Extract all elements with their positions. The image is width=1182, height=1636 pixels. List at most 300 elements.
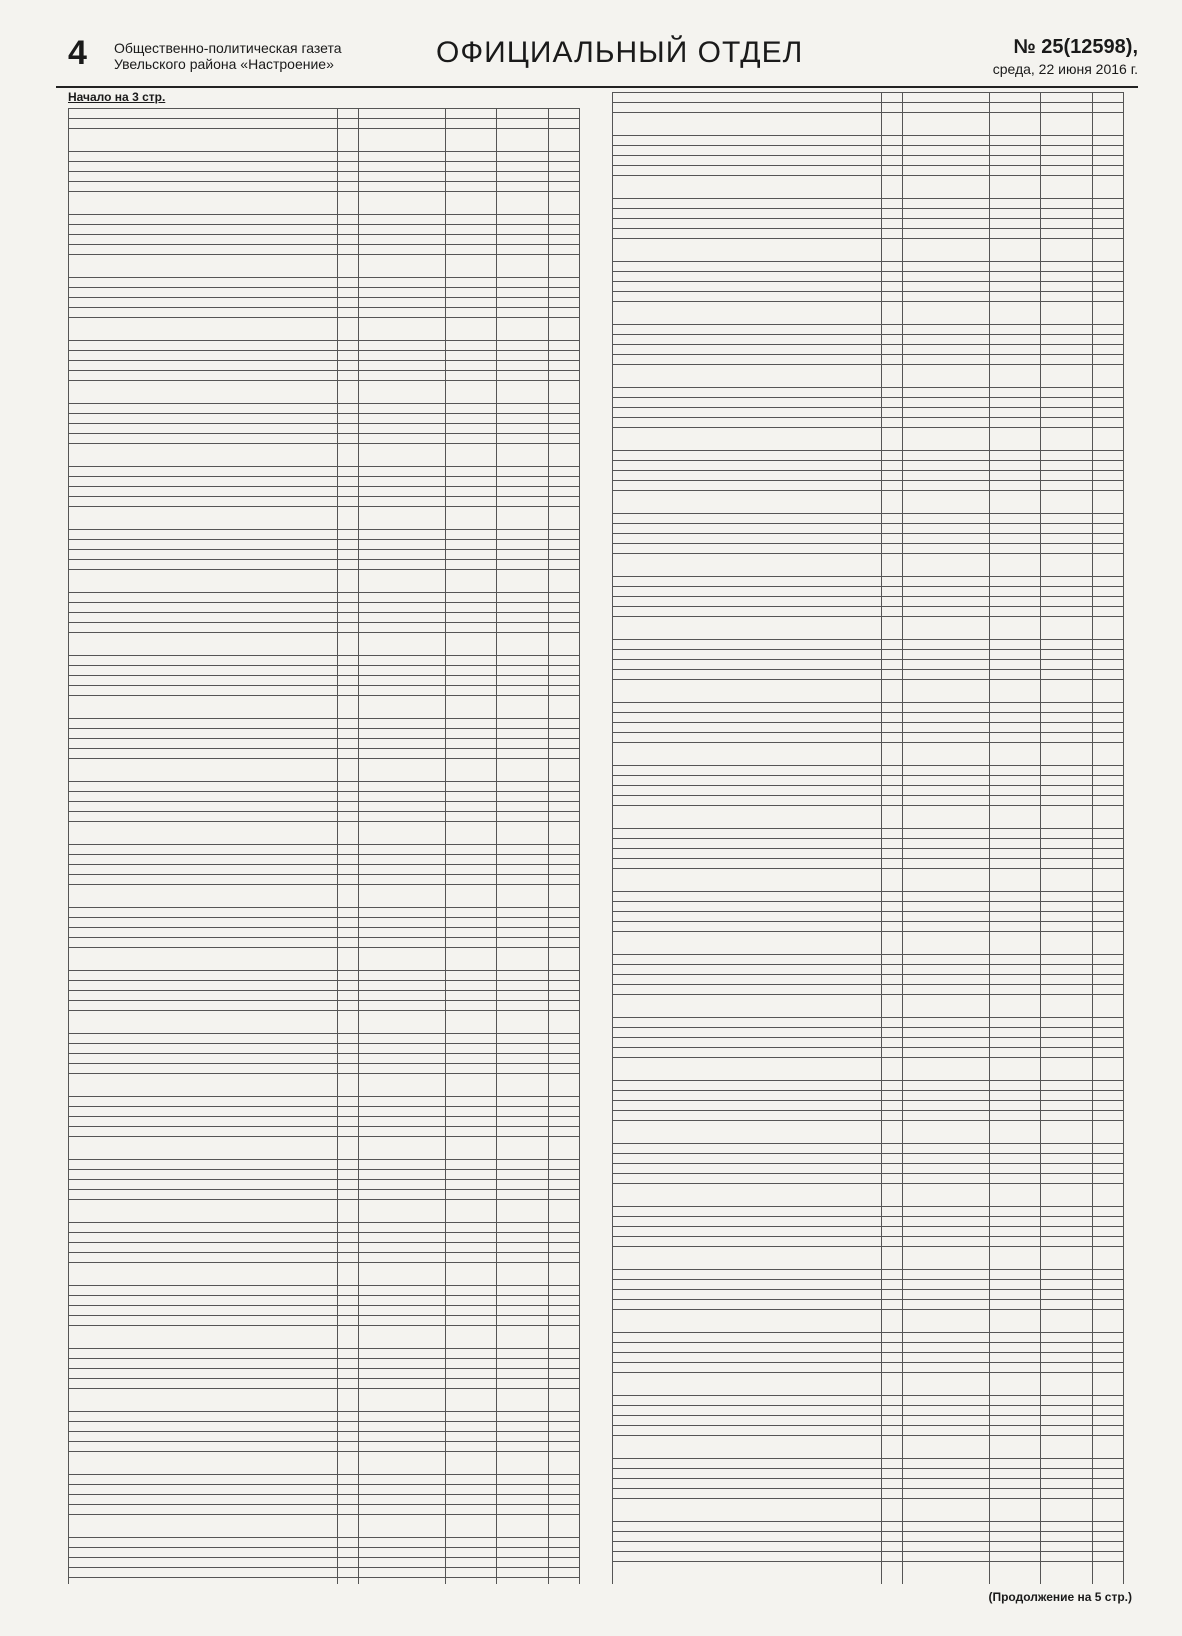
table-cell (358, 729, 445, 739)
table-cell (1092, 219, 1123, 229)
table-cell (613, 1048, 882, 1058)
table-cell (497, 885, 548, 908)
table-cell (1041, 355, 1092, 365)
table-cell (881, 1542, 902, 1552)
table-cell (989, 1227, 1040, 1237)
table-cell (358, 215, 445, 225)
table-cell (337, 1034, 358, 1044)
table-cell (881, 461, 902, 471)
table-cell (358, 1180, 445, 1190)
table-row (69, 1296, 580, 1306)
table-cell (902, 1207, 989, 1217)
table-cell (902, 365, 989, 388)
table-cell (445, 1475, 496, 1485)
table-cell (1092, 733, 1123, 743)
table-cell (1092, 1343, 1123, 1353)
table-cell (881, 912, 902, 922)
table-row (613, 1406, 1124, 1416)
table-cell (445, 1160, 496, 1170)
table-cell (613, 136, 882, 146)
table-cell (497, 298, 548, 308)
table-cell (1092, 418, 1123, 428)
table-cell (881, 1081, 902, 1091)
table-cell (69, 1074, 338, 1097)
table-cell (548, 477, 579, 487)
table-cell (497, 550, 548, 560)
table-cell (881, 262, 902, 272)
table-row (69, 1412, 580, 1422)
table-cell (358, 1127, 445, 1137)
table-cell (881, 1396, 902, 1406)
table-cell (989, 597, 1040, 607)
table-cell (902, 1373, 989, 1396)
table-cell (881, 166, 902, 176)
table-cell (881, 1290, 902, 1300)
table-cell (881, 1174, 902, 1184)
table-cell (69, 1223, 338, 1233)
table-cell (445, 288, 496, 298)
table-cell (1092, 388, 1123, 398)
table-cell (1092, 282, 1123, 292)
table-cell (1041, 1373, 1092, 1396)
table-cell (881, 1247, 902, 1270)
table-cell (497, 875, 548, 885)
table-cell (902, 93, 989, 103)
table-cell (1092, 1101, 1123, 1111)
table-cell (881, 796, 902, 806)
table-row (69, 845, 580, 855)
table-cell (989, 1436, 1040, 1459)
table-cell (69, 1422, 338, 1432)
table-row (69, 1349, 580, 1359)
table-cell (358, 633, 445, 656)
table-cell (613, 859, 882, 869)
table-row (613, 1028, 1124, 1038)
table-cell (902, 1396, 989, 1406)
table-cell (989, 272, 1040, 282)
table-cell (1092, 365, 1123, 388)
table-cell (337, 1253, 358, 1263)
table-cell (69, 1243, 338, 1253)
table-cell (445, 1558, 496, 1568)
table-cell (445, 152, 496, 162)
table-cell (548, 1515, 579, 1538)
table-cell (902, 1081, 989, 1091)
table-cell (69, 1495, 338, 1505)
table-cell (881, 1164, 902, 1174)
table-cell (881, 1353, 902, 1363)
table-cell (337, 1485, 358, 1495)
table-cell (358, 371, 445, 381)
table-cell (902, 1018, 989, 1028)
table-cell (69, 666, 338, 676)
table-cell (337, 288, 358, 298)
table-cell (989, 1154, 1040, 1164)
table-cell (337, 152, 358, 162)
table-cell (881, 1343, 902, 1353)
table-cell (989, 1144, 1040, 1154)
table-cell (989, 650, 1040, 660)
table-cell (358, 1253, 445, 1263)
table-cell (358, 759, 445, 782)
table-cell (445, 1097, 496, 1107)
table-cell (69, 1452, 338, 1475)
table-cell (69, 1485, 338, 1495)
table-cell (881, 514, 902, 524)
table-cell (902, 345, 989, 355)
table-cell (69, 782, 338, 792)
table-cell (1092, 524, 1123, 534)
table-cell (1092, 650, 1123, 660)
table-cell (358, 152, 445, 162)
table-cell (902, 680, 989, 703)
table-cell (69, 361, 338, 371)
table-cell (902, 1333, 989, 1343)
table-cell (902, 1436, 989, 1459)
table-cell (1041, 166, 1092, 176)
table-cell (613, 1353, 882, 1363)
table-cell (337, 1074, 358, 1097)
table-row (613, 524, 1124, 534)
table-cell (497, 1558, 548, 1568)
table-row (613, 955, 1124, 965)
table-cell (1092, 1300, 1123, 1310)
table-cell (445, 1001, 496, 1011)
table-cell (497, 1326, 548, 1349)
table-cell (989, 985, 1040, 995)
table-cell (337, 749, 358, 759)
table-cell (445, 162, 496, 172)
table-cell (497, 560, 548, 570)
table-cell (337, 1243, 358, 1253)
table-cell (497, 1011, 548, 1034)
table-cell (1041, 1300, 1092, 1310)
table-cell (69, 318, 338, 341)
table-cell (497, 530, 548, 540)
table-cell (358, 172, 445, 182)
table-cell (497, 1515, 548, 1538)
table-cell (548, 434, 579, 444)
table-cell (1041, 670, 1092, 680)
table-cell (337, 308, 358, 318)
table-row (69, 1505, 580, 1515)
table-cell (358, 1296, 445, 1306)
table-row (69, 318, 580, 341)
table-cell (1041, 1280, 1092, 1290)
table-cell (337, 371, 358, 381)
table-cell (497, 782, 548, 792)
table-cell (548, 215, 579, 225)
table-cell (902, 975, 989, 985)
table-cell (989, 1028, 1040, 1038)
table-cell (881, 902, 902, 912)
table-cell (337, 676, 358, 686)
table-cell (337, 1107, 358, 1117)
table-cell (445, 1349, 496, 1359)
table-cell (497, 603, 548, 613)
table-row (613, 1469, 1124, 1479)
table-cell (445, 1485, 496, 1495)
table-cell (989, 1111, 1040, 1121)
table-cell (881, 1479, 902, 1489)
table-cell (989, 680, 1040, 703)
table-cell (69, 119, 338, 129)
table-cell (497, 1505, 548, 1515)
table-cell (337, 885, 358, 908)
table-cell (69, 812, 338, 822)
table-cell (989, 451, 1040, 461)
table-cell (613, 239, 882, 262)
table-cell (445, 782, 496, 792)
table-cell (902, 766, 989, 776)
table-cell (337, 1064, 358, 1074)
table-cell (881, 302, 902, 325)
table-cell (989, 176, 1040, 199)
table-cell (337, 1515, 358, 1538)
table-cell (989, 1562, 1040, 1585)
table-cell (989, 1184, 1040, 1207)
table-cell (1041, 451, 1092, 461)
table-row (613, 859, 1124, 869)
table-cell (613, 209, 882, 219)
table-cell (548, 822, 579, 845)
table-cell (69, 1359, 338, 1369)
table-cell (989, 733, 1040, 743)
table-cell (497, 278, 548, 288)
table-cell (548, 938, 579, 948)
table-row (69, 792, 580, 802)
table-cell (989, 1416, 1040, 1426)
issue-date: среда, 22 июня 2016 г. (992, 61, 1138, 77)
table-cell (358, 1286, 445, 1296)
table-row (69, 666, 580, 676)
table-cell (1092, 1290, 1123, 1300)
table-cell (989, 1363, 1040, 1373)
table-cell (69, 1117, 338, 1127)
table-cell (881, 176, 902, 199)
table-cell (548, 570, 579, 593)
issue-number: № 25(12598), (1013, 36, 1138, 58)
table-cell (548, 1233, 579, 1243)
table-cell (548, 1190, 579, 1200)
table-cell (69, 603, 338, 613)
table-cell (1092, 1091, 1123, 1101)
table-cell (358, 162, 445, 172)
table-cell (881, 922, 902, 932)
table-cell (337, 507, 358, 530)
table-cell (497, 424, 548, 434)
table-row (613, 136, 1124, 146)
budget-table (68, 108, 580, 1584)
table-cell (445, 341, 496, 351)
table-cell (902, 1091, 989, 1101)
table-cell (881, 292, 902, 302)
table-row (69, 497, 580, 507)
table-cell (1092, 587, 1123, 597)
table-cell (548, 1558, 579, 1568)
table-cell (613, 398, 882, 408)
table-cell (613, 199, 882, 209)
table-cell (989, 325, 1040, 335)
table-cell (69, 298, 338, 308)
table-cell (548, 1200, 579, 1223)
table-cell (902, 1459, 989, 1469)
table-cell (902, 471, 989, 481)
table-row (613, 786, 1124, 796)
table-cell (989, 1552, 1040, 1562)
table-cell (1041, 1562, 1092, 1585)
table-row (613, 1290, 1124, 1300)
table-cell (613, 1227, 882, 1237)
table-cell (613, 1406, 882, 1416)
table-cell (337, 1495, 358, 1505)
table-cell (497, 623, 548, 633)
table-cell (497, 361, 548, 371)
table-row (69, 875, 580, 885)
table-cell (337, 928, 358, 938)
table-cell (69, 928, 338, 938)
table-row (69, 1286, 580, 1296)
table-cell (989, 491, 1040, 514)
table-cell (548, 1349, 579, 1359)
table-cell (337, 560, 358, 570)
table-cell (337, 656, 358, 666)
table-row (613, 1184, 1124, 1207)
table-cell (1092, 355, 1123, 365)
table-cell (69, 991, 338, 1001)
table-cell (358, 1044, 445, 1054)
table-cell (1092, 345, 1123, 355)
table-cell (1041, 1227, 1092, 1237)
table-cell (902, 209, 989, 219)
table-cell (548, 278, 579, 288)
table-cell (1092, 670, 1123, 680)
table-row (613, 1373, 1124, 1396)
table-cell (881, 428, 902, 451)
table-cell (881, 325, 902, 335)
table-cell (613, 1373, 882, 1396)
table-cell (358, 109, 445, 119)
table-cell (358, 1442, 445, 1452)
table-cell (445, 570, 496, 593)
table-cell (1041, 1396, 1092, 1406)
table-cell (881, 1532, 902, 1542)
table-cell (613, 839, 882, 849)
table-row (613, 388, 1124, 398)
table-row (69, 908, 580, 918)
table-cell (881, 1333, 902, 1343)
table-cell (69, 1064, 338, 1074)
table-cell (989, 365, 1040, 388)
table-cell (69, 550, 338, 560)
table-cell (902, 1290, 989, 1300)
table-cell (902, 1363, 989, 1373)
table-cell (989, 1343, 1040, 1353)
table-cell (445, 1286, 496, 1296)
table-cell (69, 1475, 338, 1485)
table-row (613, 1416, 1124, 1426)
table-cell (358, 739, 445, 749)
table-cell (337, 1306, 358, 1316)
table-cell (358, 192, 445, 215)
table-cell (902, 985, 989, 995)
table-cell (989, 345, 1040, 355)
table-cell (337, 1442, 358, 1452)
table-row (613, 1300, 1124, 1310)
table-cell (548, 467, 579, 477)
table-cell (881, 365, 902, 388)
table-cell (1092, 146, 1123, 156)
table-cell (445, 1432, 496, 1442)
table-cell (337, 182, 358, 192)
table-cell (337, 633, 358, 656)
table-cell (358, 928, 445, 938)
table-cell (548, 1326, 579, 1349)
table-cell (548, 623, 579, 633)
table-cell (69, 1412, 338, 1422)
table-cell (497, 1253, 548, 1263)
table-cell (548, 1054, 579, 1064)
table-cell (613, 428, 882, 451)
table-cell (881, 398, 902, 408)
table-cell (548, 235, 579, 245)
table-cell (902, 491, 989, 514)
table-cell (1092, 965, 1123, 975)
table-cell (497, 119, 548, 129)
table-cell (989, 524, 1040, 534)
table-cell (445, 245, 496, 255)
table-cell (1041, 146, 1092, 156)
table-cell (337, 540, 358, 550)
newspaper-name-line2: Увельского района «Настроение» (114, 56, 334, 72)
table-cell (989, 146, 1040, 156)
table-cell (69, 759, 338, 782)
table-cell (497, 1422, 548, 1432)
table-cell (902, 1038, 989, 1048)
table-cell (989, 776, 1040, 786)
table-cell (337, 487, 358, 497)
table-cell (337, 1233, 358, 1243)
table-cell (1092, 955, 1123, 965)
table-cell (337, 109, 358, 119)
table-row (69, 1170, 580, 1180)
table-cell (497, 215, 548, 225)
table-row (613, 1426, 1124, 1436)
table-cell (1041, 1058, 1092, 1081)
table-cell (1041, 1469, 1092, 1479)
table-row (613, 534, 1124, 544)
table-cell (613, 534, 882, 544)
table-cell (337, 119, 358, 129)
table-row (613, 766, 1124, 776)
table-row (69, 1538, 580, 1548)
table-cell (497, 1034, 548, 1044)
table-cell (497, 1432, 548, 1442)
table-cell (358, 593, 445, 603)
table-cell (69, 570, 338, 593)
table-cell (1092, 703, 1123, 713)
table-cell (358, 318, 445, 341)
table-cell (69, 288, 338, 298)
table-cell (69, 444, 338, 467)
table-cell (445, 444, 496, 467)
table-cell (69, 1548, 338, 1558)
table-cell (497, 1568, 548, 1578)
table-cell (1092, 1227, 1123, 1237)
table-cell (989, 282, 1040, 292)
table-cell (497, 477, 548, 487)
table-cell (337, 991, 358, 1001)
